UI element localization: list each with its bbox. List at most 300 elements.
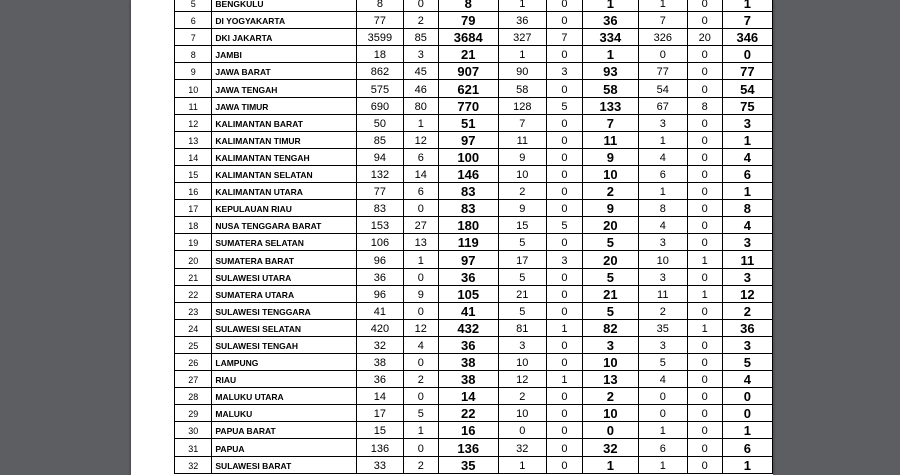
row-number: 28 <box>175 388 212 405</box>
table-row <box>175 268 773 285</box>
value-cell: 0 <box>687 353 722 370</box>
value-cell: 1 <box>638 456 687 473</box>
row-number: 8 <box>175 46 212 63</box>
value-cell: 0 <box>546 405 582 422</box>
value-cell: 0 <box>687 46 722 63</box>
total-cell: 770 <box>438 97 498 114</box>
province-statistics-table <box>174 0 773 474</box>
value-cell: 0 <box>687 302 722 319</box>
value-cell: 0 <box>403 200 438 217</box>
table-row <box>175 165 773 182</box>
value-cell: 7 <box>638 12 687 29</box>
value-cell: 0 <box>546 439 582 456</box>
value-cell: 77 <box>638 63 687 80</box>
value-cell: 0 <box>403 388 438 405</box>
total-cell: 11 <box>722 251 772 268</box>
value-cell: 0 <box>687 131 722 148</box>
value-cell: 3 <box>638 234 687 251</box>
row-number: 10 <box>175 80 212 97</box>
total-cell: 5 <box>722 353 772 370</box>
row-number: 9 <box>175 63 212 80</box>
value-cell: 10 <box>638 251 687 268</box>
province-name: SULAWESI BARAT <box>212 456 357 473</box>
value-cell: 132 <box>356 165 403 182</box>
total-cell: 36 <box>438 336 498 353</box>
value-cell: 0 <box>546 268 582 285</box>
value-cell: 0 <box>403 302 438 319</box>
value-cell: 1 <box>546 371 582 388</box>
value-cell: 0 <box>546 148 582 165</box>
province-name: DKI JAKARTA <box>212 29 357 46</box>
table-row <box>175 422 773 439</box>
province-name: SULAWESI SELATAN <box>212 319 357 336</box>
row-number: 6 <box>175 12 212 29</box>
value-cell: 0 <box>403 268 438 285</box>
total-cell: 35 <box>438 456 498 473</box>
total-cell: 13 <box>583 371 639 388</box>
table-row <box>175 353 773 370</box>
total-cell: 907 <box>438 63 498 80</box>
value-cell: 0 <box>687 405 722 422</box>
value-cell: 4 <box>403 336 438 353</box>
province-name: KEPULAUAN RIAU <box>212 200 357 217</box>
total-cell: 6 <box>722 439 772 456</box>
province-name: SUMATERA BARAT <box>212 251 357 268</box>
value-cell: 96 <box>356 285 403 302</box>
total-cell: 82 <box>583 319 639 336</box>
value-cell: 85 <box>403 29 438 46</box>
value-cell: 38 <box>356 353 403 370</box>
province-name: KALIMANTAN SELATAN <box>212 165 357 182</box>
province-name: SULAWESI UTARA <box>212 268 357 285</box>
table-row <box>175 217 773 234</box>
value-cell: 94 <box>356 148 403 165</box>
table-row <box>175 439 773 456</box>
value-cell: 36 <box>356 268 403 285</box>
value-cell: 0 <box>687 0 722 12</box>
province-name: JAMBI <box>212 46 357 63</box>
total-cell: 133 <box>583 97 639 114</box>
value-cell: 2 <box>498 183 546 200</box>
value-cell: 35 <box>638 319 687 336</box>
value-cell: 8 <box>687 97 722 114</box>
total-cell: 75 <box>722 97 772 114</box>
value-cell: 0 <box>403 0 438 12</box>
table-row <box>175 251 773 268</box>
total-cell: 38 <box>438 353 498 370</box>
value-cell: 326 <box>638 29 687 46</box>
value-cell: 6 <box>403 148 438 165</box>
value-cell: 12 <box>498 371 546 388</box>
total-cell: 8 <box>438 0 498 12</box>
value-cell: 85 <box>356 131 403 148</box>
total-cell: 20 <box>583 251 639 268</box>
row-number: 20 <box>175 251 212 268</box>
table-row <box>175 63 773 80</box>
value-cell: 3 <box>638 114 687 131</box>
table-row <box>175 234 773 251</box>
value-cell: 36 <box>356 371 403 388</box>
row-number: 5 <box>175 0 212 12</box>
value-cell: 0 <box>687 183 722 200</box>
total-cell: 119 <box>438 234 498 251</box>
total-cell: 3 <box>722 268 772 285</box>
value-cell: 41 <box>356 302 403 319</box>
total-cell: 3684 <box>438 29 498 46</box>
province-name: BENGKULU <box>212 0 357 12</box>
value-cell: 2 <box>403 12 438 29</box>
value-cell: 5 <box>638 353 687 370</box>
total-cell: 146 <box>438 165 498 182</box>
total-cell: 1 <box>583 46 639 63</box>
total-cell: 32 <box>583 439 639 456</box>
row-number: 21 <box>175 268 212 285</box>
province-name: SULAWESI TENGGARA <box>212 302 357 319</box>
total-cell: 20 <box>583 217 639 234</box>
province-name: KALIMANTAN UTARA <box>212 183 357 200</box>
table-row <box>175 80 773 97</box>
total-cell: 38 <box>438 371 498 388</box>
value-cell: 0 <box>687 439 722 456</box>
province-name: MALUKU UTARA <box>212 388 357 405</box>
row-number: 12 <box>175 114 212 131</box>
value-cell: 0 <box>638 46 687 63</box>
province-name: SUMATERA SELATAN <box>212 234 357 251</box>
value-cell: 21 <box>498 285 546 302</box>
value-cell: 2 <box>498 388 546 405</box>
value-cell: 0 <box>546 12 582 29</box>
table-row <box>175 148 773 165</box>
value-cell: 54 <box>638 80 687 97</box>
value-cell: 1 <box>498 0 546 12</box>
total-cell: 36 <box>583 12 639 29</box>
province-name: SULAWESI TENGAH <box>212 336 357 353</box>
total-cell: 4 <box>722 217 772 234</box>
value-cell: 15 <box>356 422 403 439</box>
total-cell: 105 <box>438 285 498 302</box>
value-cell: 1 <box>638 0 687 12</box>
value-cell: 1 <box>687 285 722 302</box>
value-cell: 18 <box>356 46 403 63</box>
document-page <box>131 0 773 475</box>
value-cell: 96 <box>356 251 403 268</box>
total-cell: 432 <box>438 319 498 336</box>
table-row <box>175 0 773 12</box>
table-row <box>175 97 773 114</box>
value-cell: 136 <box>356 439 403 456</box>
table-row <box>175 302 773 319</box>
value-cell: 46 <box>403 80 438 97</box>
table-row <box>175 285 773 302</box>
total-cell: 16 <box>438 422 498 439</box>
total-cell: 7 <box>722 12 772 29</box>
value-cell: 1 <box>638 131 687 148</box>
value-cell: 0 <box>687 148 722 165</box>
total-cell: 14 <box>438 388 498 405</box>
table-row <box>175 200 773 217</box>
value-cell: 7 <box>498 114 546 131</box>
value-cell: 13 <box>403 234 438 251</box>
value-cell: 81 <box>498 319 546 336</box>
total-cell: 12 <box>722 285 772 302</box>
value-cell: 0 <box>546 456 582 473</box>
table-row <box>175 371 773 388</box>
value-cell: 0 <box>687 63 722 80</box>
value-cell: 3 <box>498 336 546 353</box>
value-cell: 4 <box>638 148 687 165</box>
total-cell: 2 <box>722 302 772 319</box>
total-cell: 0 <box>722 405 772 422</box>
total-cell: 97 <box>438 131 498 148</box>
table-row <box>175 388 773 405</box>
total-cell: 621 <box>438 80 498 97</box>
row-number: 15 <box>175 165 212 182</box>
row-number: 23 <box>175 302 212 319</box>
value-cell: 11 <box>638 285 687 302</box>
value-cell: 0 <box>687 234 722 251</box>
table-row <box>175 456 773 473</box>
total-cell: 21 <box>438 46 498 63</box>
value-cell: 77 <box>356 183 403 200</box>
total-cell: 10 <box>583 165 639 182</box>
value-cell: 0 <box>687 388 722 405</box>
row-number: 30 <box>175 422 212 439</box>
total-cell: 3 <box>722 234 772 251</box>
total-cell: 6 <box>722 165 772 182</box>
total-cell: 1 <box>722 0 772 12</box>
value-cell: 0 <box>638 405 687 422</box>
value-cell: 0 <box>687 371 722 388</box>
row-number: 7 <box>175 29 212 46</box>
total-cell: 83 <box>438 183 498 200</box>
value-cell: 80 <box>403 97 438 114</box>
row-number: 32 <box>175 456 212 473</box>
value-cell: 327 <box>498 29 546 46</box>
value-cell: 14 <box>356 388 403 405</box>
total-cell: 9 <box>583 200 639 217</box>
row-number: 26 <box>175 353 212 370</box>
province-name: KALIMANTAN TIMUR <box>212 131 357 148</box>
row-number: 16 <box>175 183 212 200</box>
value-cell: 0 <box>546 0 582 12</box>
table-body <box>175 0 773 473</box>
total-cell: 0 <box>722 388 772 405</box>
value-cell: 3 <box>638 268 687 285</box>
value-cell: 0 <box>546 183 582 200</box>
total-cell: 5 <box>583 302 639 319</box>
value-cell: 45 <box>403 63 438 80</box>
total-cell: 3 <box>722 336 772 353</box>
total-cell: 36 <box>438 268 498 285</box>
value-cell: 6 <box>403 183 438 200</box>
value-cell: 0 <box>638 388 687 405</box>
total-cell: 180 <box>438 217 498 234</box>
value-cell: 0 <box>687 268 722 285</box>
table-row <box>175 336 773 353</box>
table-row <box>175 46 773 63</box>
value-cell: 1 <box>546 319 582 336</box>
value-cell: 1 <box>498 456 546 473</box>
value-cell: 11 <box>498 131 546 148</box>
province-name: KALIMANTAN BARAT <box>212 114 357 131</box>
value-cell: 77 <box>356 12 403 29</box>
table-row <box>175 405 773 422</box>
value-cell: 575 <box>356 80 403 97</box>
total-cell: 346 <box>722 29 772 46</box>
province-name: JAWA TENGAH <box>212 80 357 97</box>
row-number: 17 <box>175 200 212 217</box>
value-cell: 106 <box>356 234 403 251</box>
value-cell: 33 <box>356 456 403 473</box>
province-name: JAWA BARAT <box>212 63 357 80</box>
total-cell: 77 <box>722 63 772 80</box>
value-cell: 6 <box>638 439 687 456</box>
total-cell: 3 <box>583 336 639 353</box>
value-cell: 153 <box>356 217 403 234</box>
total-cell: 0 <box>722 46 772 63</box>
value-cell: 0 <box>546 114 582 131</box>
total-cell: 41 <box>438 302 498 319</box>
value-cell: 32 <box>356 336 403 353</box>
value-cell: 0 <box>546 234 582 251</box>
value-cell: 67 <box>638 97 687 114</box>
total-cell: 1 <box>583 0 639 12</box>
total-cell: 3 <box>722 114 772 131</box>
value-cell: 1 <box>403 114 438 131</box>
province-name: PAPUA <box>212 439 357 456</box>
province-name: JAWA TIMUR <box>212 97 357 114</box>
total-cell: 136 <box>438 439 498 456</box>
total-cell: 1 <box>722 422 772 439</box>
value-cell: 50 <box>356 114 403 131</box>
value-cell: 0 <box>403 353 438 370</box>
value-cell: 5 <box>403 405 438 422</box>
value-cell: 0 <box>546 165 582 182</box>
value-cell: 1 <box>498 46 546 63</box>
value-cell: 128 <box>498 97 546 114</box>
value-cell: 2 <box>638 302 687 319</box>
value-cell: 0 <box>546 302 582 319</box>
value-cell: 4 <box>638 371 687 388</box>
value-cell: 9 <box>498 148 546 165</box>
value-cell: 8 <box>356 0 403 12</box>
total-cell: 1 <box>583 456 639 473</box>
value-cell: 0 <box>687 217 722 234</box>
value-cell: 0 <box>687 114 722 131</box>
total-cell: 1 <box>722 131 772 148</box>
value-cell: 0 <box>546 131 582 148</box>
total-cell: 4 <box>722 371 772 388</box>
value-cell: 27 <box>403 217 438 234</box>
province-name: LAMPUNG <box>212 353 357 370</box>
value-cell: 5 <box>546 217 582 234</box>
value-cell: 6 <box>638 165 687 182</box>
province-name: MALUKU <box>212 405 357 422</box>
value-cell: 4 <box>638 217 687 234</box>
total-cell: 54 <box>722 80 772 97</box>
total-cell: 10 <box>583 405 639 422</box>
value-cell: 8 <box>638 200 687 217</box>
total-cell: 7 <box>583 114 639 131</box>
province-name: KALIMANTAN TENGAH <box>212 148 357 165</box>
value-cell: 20 <box>687 29 722 46</box>
total-cell: 2 <box>583 183 639 200</box>
row-number: 29 <box>175 405 212 422</box>
value-cell: 7 <box>546 29 582 46</box>
value-cell: 1 <box>687 319 722 336</box>
value-cell: 0 <box>546 46 582 63</box>
value-cell: 0 <box>546 285 582 302</box>
total-cell: 8 <box>722 200 772 217</box>
total-cell: 51 <box>438 114 498 131</box>
value-cell: 17 <box>498 251 546 268</box>
value-cell: 0 <box>687 422 722 439</box>
value-cell: 3 <box>403 46 438 63</box>
province-name: DI YOGYAKARTA <box>212 12 357 29</box>
total-cell: 100 <box>438 148 498 165</box>
value-cell: 1 <box>638 422 687 439</box>
row-number: 14 <box>175 148 212 165</box>
value-cell: 0 <box>546 336 582 353</box>
value-cell: 0 <box>687 456 722 473</box>
value-cell: 0 <box>546 200 582 217</box>
table-row <box>175 114 773 131</box>
table-row <box>175 319 773 336</box>
value-cell: 0 <box>687 12 722 29</box>
total-cell: 83 <box>438 200 498 217</box>
value-cell: 0 <box>498 422 546 439</box>
value-cell: 1 <box>687 251 722 268</box>
value-cell: 2 <box>403 371 438 388</box>
province-name: RIAU <box>212 371 357 388</box>
total-cell: 1 <box>722 183 772 200</box>
row-number: 31 <box>175 439 212 456</box>
row-number: 24 <box>175 319 212 336</box>
row-number: 18 <box>175 217 212 234</box>
value-cell: 32 <box>498 439 546 456</box>
row-number: 19 <box>175 234 212 251</box>
value-cell: 0 <box>687 165 722 182</box>
total-cell: 1 <box>722 456 772 473</box>
value-cell: 90 <box>498 63 546 80</box>
table-row <box>175 183 773 200</box>
value-cell: 5 <box>498 268 546 285</box>
total-cell: 0 <box>583 422 639 439</box>
value-cell: 1 <box>403 422 438 439</box>
table-row <box>175 29 773 46</box>
total-cell: 5 <box>583 268 639 285</box>
value-cell: 862 <box>356 63 403 80</box>
value-cell: 690 <box>356 97 403 114</box>
total-cell: 79 <box>438 12 498 29</box>
value-cell: 420 <box>356 319 403 336</box>
value-cell: 36 <box>498 12 546 29</box>
value-cell: 12 <box>403 319 438 336</box>
row-number: 27 <box>175 371 212 388</box>
value-cell: 0 <box>546 353 582 370</box>
total-cell: 93 <box>583 63 639 80</box>
total-cell: 36 <box>722 319 772 336</box>
table-row <box>175 12 773 29</box>
value-cell: 14 <box>403 165 438 182</box>
value-cell: 0 <box>403 439 438 456</box>
value-cell: 2 <box>403 456 438 473</box>
total-cell: 2 <box>583 388 639 405</box>
total-cell: 21 <box>583 285 639 302</box>
value-cell: 5 <box>498 234 546 251</box>
value-cell: 1 <box>638 183 687 200</box>
value-cell: 0 <box>546 80 582 97</box>
